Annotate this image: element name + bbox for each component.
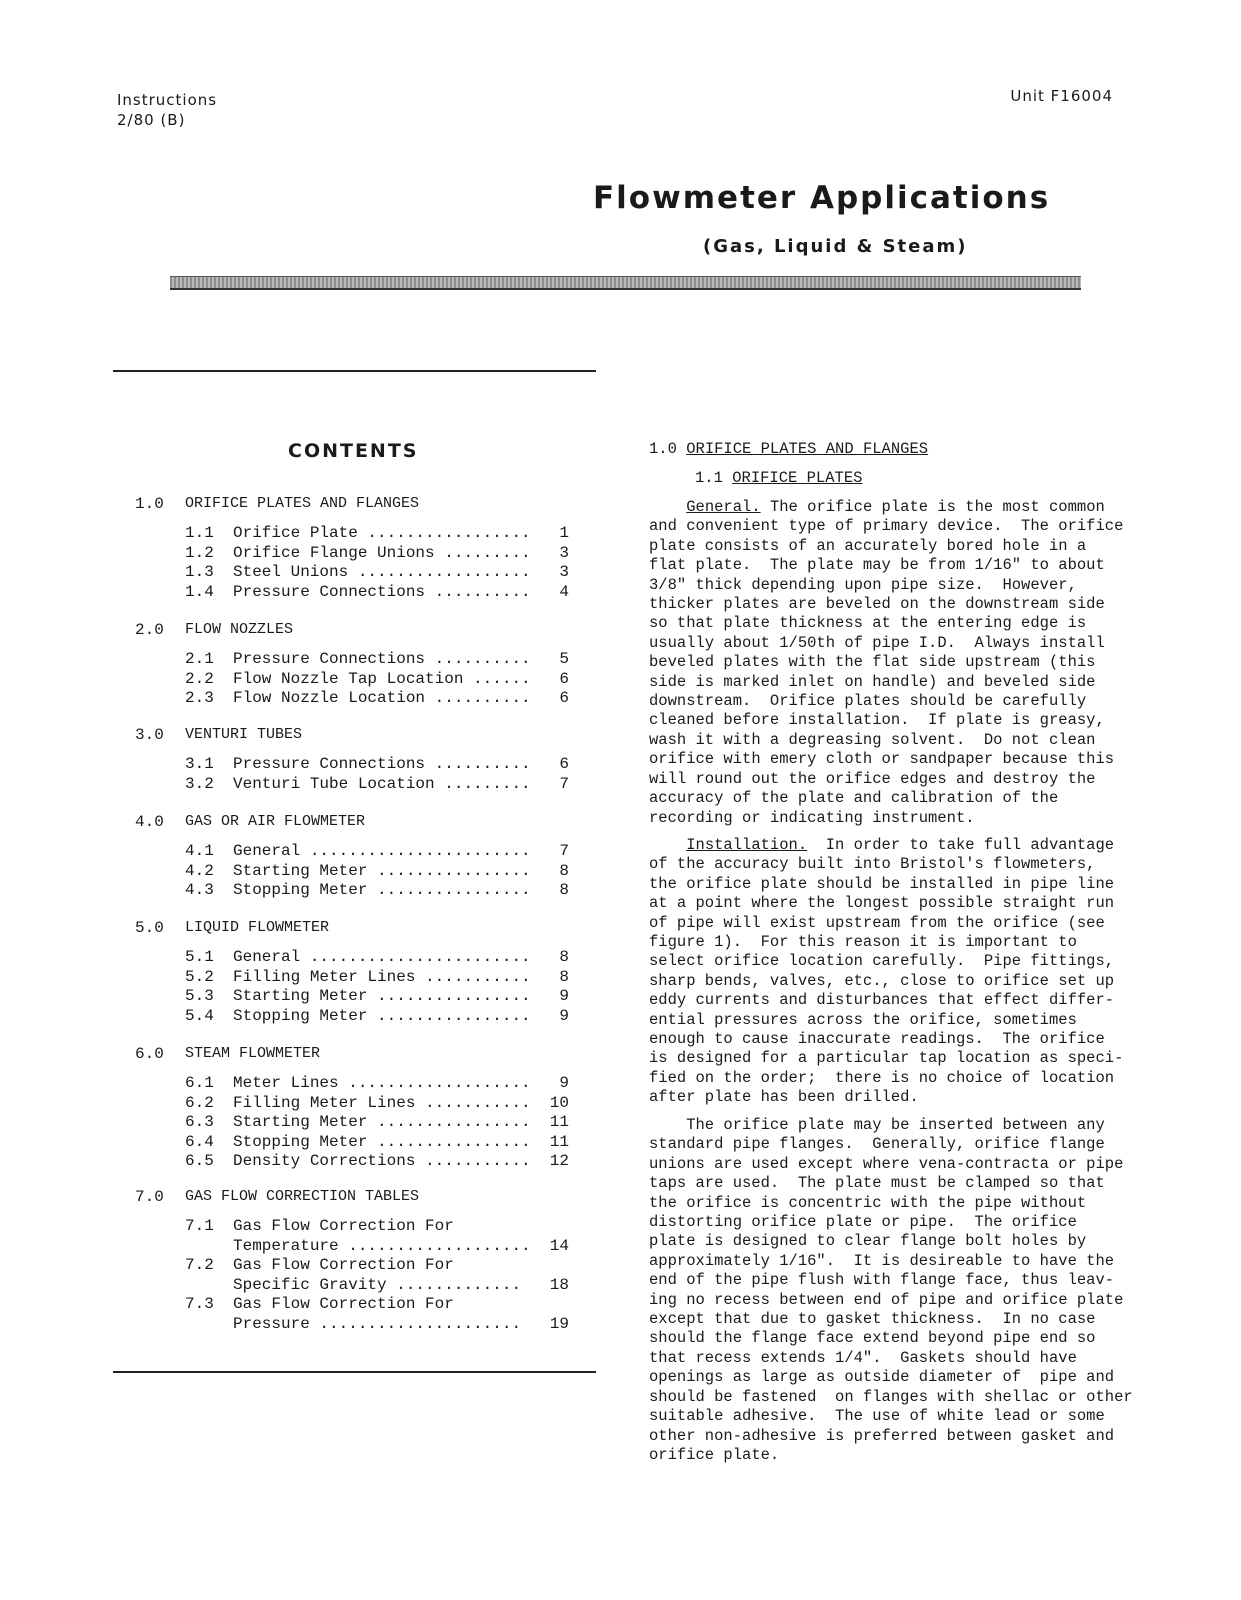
toc-entry-number: 3.1 [185, 755, 214, 773]
contents-heading: CONTENTS [288, 440, 419, 462]
toc-section-number: 6.0 [135, 1045, 164, 1063]
toc-entry-page: 18 [549, 1275, 569, 1294]
toc-entry-number: 5.3 [185, 987, 214, 1005]
toc-section-title: GAS OR AIR FLOWMETER [185, 813, 366, 830]
toc-section-number: 1.0 [135, 495, 164, 513]
toc-entry-label: Orifice Plate ................. [233, 524, 531, 542]
toc-entry-label: Starting Meter ................ [233, 987, 531, 1005]
toc-entry-label: Pressure Connections .......... [233, 582, 531, 601]
toc-entry-label: Pressure Connections .......... [233, 755, 531, 773]
toc-section-title: VENTURI TUBES [185, 726, 303, 743]
toc-section-number: 5.0 [135, 919, 164, 937]
toc-entry-number: 2.3 [185, 689, 214, 707]
toc-section-title: ORIFICE PLATES AND FLANGES [185, 495, 420, 512]
toc-entry-page: 6 [559, 755, 569, 773]
toc-entry-number: 6.1 [185, 1074, 214, 1092]
document-title: Flowmeter Applications [593, 180, 1051, 216]
toc-entry-number: 5.4 [185, 1006, 214, 1025]
section-heading [649, 440, 928, 459]
toc-entry-page: 6 [559, 689, 569, 707]
toc-section-number: 4.0 [135, 813, 164, 831]
toc-entry-page: 12 [549, 1152, 569, 1170]
toc-entry-page: 4 [559, 582, 569, 601]
toc-entry-page: 11 [549, 1132, 569, 1151]
toc-entry-label: Flow Nozzle Location .......... [233, 689, 531, 707]
toc-entry-number: 7.3 [185, 1295, 214, 1313]
toc-entry-page: 9 [559, 987, 569, 1005]
toc-entry-number: 4.2 [185, 861, 214, 880]
paragraph-general [649, 498, 1149, 828]
document-subtitle: (Gas, Liquid & Steam) [703, 236, 968, 257]
section-title: ORIFICE PLATES AND FLANGES [686, 440, 929, 458]
toc-entry-number: 6.5 [185, 1152, 214, 1170]
toc-entry-page: 9 [559, 1074, 569, 1092]
unit-number: Unit F16004 [1010, 87, 1113, 105]
toc-entry-number: 2.2 [185, 669, 214, 688]
toc-entry-number: 2.1 [185, 650, 214, 668]
toc-entry-label: Venturi Tube Location ......... [233, 774, 531, 793]
contents-bottom-rule [113, 1371, 596, 1373]
toc-entry-label: Stopping Meter ................ [233, 881, 531, 899]
toc-entry-label: Stopping Meter ................ [233, 1132, 531, 1151]
toc-entry-number: 5.1 [185, 948, 214, 966]
toc-entry-label: Orifice Flange Unions ......... [233, 543, 531, 562]
toc-section-number: 2.0 [135, 621, 164, 639]
toc-entry-label: Pressure Connections .......... [233, 650, 531, 668]
document-type: Instructions [117, 91, 218, 109]
section-number: 1.0 [649, 440, 677, 458]
paragraph-installation [649, 836, 1149, 1108]
toc-section-title: STEAM FLOWMETER [185, 1045, 321, 1062]
toc-entry-page: 1 [559, 524, 569, 542]
toc-entry-number: 1.4 [185, 582, 214, 601]
subsection-title: ORIFICE PLATES [732, 469, 863, 487]
toc-entry-label: Meter Lines ................... [233, 1074, 531, 1092]
paragraph-installation-text: In order to take full advantage of the accuracy built into Bristol's flowmeters, the orifice plate should be installed in pipe line at a point where the longest possible straight run of pipe will exist upstream from the orifice (see figure 1). For this reason it is important to select orifice location carefully. Pipe fittings, sharp bends, valves, etc., close to orifice set up eddy currents and disturbances that effect differ- ential pressures across the orifice, sometimes enough to cause inaccurate readings. The orifice is designed for a particular tap location as speci- fied on the order; there is no choice of location after plate has been drilled. [649, 836, 1124, 1107]
toc-entry-number: 7.2 [185, 1256, 214, 1274]
toc-section-title: FLOW NOZZLES [185, 621, 294, 638]
toc-entry-number: 6.2 [185, 1093, 214, 1112]
toc-entry-page: 8 [559, 967, 569, 986]
toc-section-number: 7.0 [135, 1188, 164, 1206]
toc-entry-page: 3 [559, 543, 569, 562]
toc-section-title: GAS FLOW CORRECTION TABLES [185, 1188, 420, 1205]
toc-entry-number: 6.4 [185, 1132, 214, 1151]
toc-entry-label: Density Corrections ........... [233, 1152, 531, 1170]
toc-entry-number: 5.2 [185, 967, 214, 986]
toc-entry-page: 11 [549, 1113, 569, 1131]
toc-entry-label: Starting Meter ................ [233, 1113, 531, 1131]
toc-entry-label-continued: Temperature ................... [233, 1236, 531, 1255]
date-code: 2/80 (B) [117, 111, 186, 129]
toc-entry-page: 14 [549, 1236, 569, 1255]
toc-entry-page: 7 [559, 842, 569, 860]
toc-entry-number: 1.1 [185, 524, 214, 542]
toc-entry-number: 4.1 [185, 842, 214, 860]
toc-section-number: 3.0 [135, 726, 164, 744]
toc-entry-number: 1.2 [185, 543, 214, 562]
subsection-number: 1.1 [695, 469, 723, 487]
toc-entry-label: Filling Meter Lines ........... [233, 967, 531, 986]
subsection-heading [695, 469, 862, 488]
toc-entry-page: 6 [559, 669, 569, 688]
toc-entry-number: 1.3 [185, 563, 214, 581]
toc-entry-label-continued: Specific Gravity ............. [233, 1275, 522, 1294]
toc-entry-label: Gas Flow Correction For [233, 1295, 454, 1313]
toc-entry-label: Steel Unions .................. [233, 563, 531, 581]
toc-entry-page: 8 [559, 861, 569, 880]
toc-entry-number: 3.2 [185, 774, 214, 793]
toc-entry-number: 4.3 [185, 881, 214, 899]
toc-entry-label: Gas Flow Correction For [233, 1217, 454, 1235]
toc-section-title: LIQUID FLOWMETER [185, 919, 330, 936]
toc-entry-page: 5 [559, 650, 569, 668]
toc-entry-page: 9 [559, 1006, 569, 1025]
toc-entry-page: 3 [559, 563, 569, 581]
toc-entry-label: General ....................... [233, 842, 531, 860]
toc-entry-label: General ....................... [233, 948, 531, 966]
toc-entry-page: 8 [559, 948, 569, 966]
toc-entry-label: Flow Nozzle Tap Location ...... [233, 669, 531, 688]
toc-entry-label: Filling Meter Lines ........... [233, 1093, 531, 1112]
toc-entry-number: 7.1 [185, 1217, 214, 1235]
toc-entry-label: Stopping Meter ................ [233, 1006, 531, 1025]
toc-entry-label: Starting Meter ................ [233, 861, 531, 880]
paragraph-flange-mounting: The orifice plate may be inserted between any standard pipe flanges. Generally, orifice flange unions are used except where vena-contracta or pipe taps are used. The plate must be clamped so that the orifice is concentric with the pipe without distorting orifice plate or pipe. The orifice plate is designed to clear flange bolt holes by approximately 1/16". It is desireable to have the end of the pipe flush with flange face, thus leav- ing no recess between end of pipe and orifice plate except that due to gasket thickness. In no case should the flange face extend beyond pipe end so that recess extends 1/4". Gaskets should have openings as large as outside diameter of pipe and should be fastened on flanges with shellac or other suitable adhesive. The use of white lead or some other non-adhesive is preferred between gasket and orifice plate. [649, 1116, 1133, 1464]
toc-entry-page: 8 [559, 881, 569, 899]
toc-entry-page: 19 [549, 1314, 569, 1333]
toc-entry-page: 7 [559, 774, 569, 793]
toc-entry-label: Gas Flow Correction For [233, 1256, 454, 1274]
toc-entry-page: 10 [549, 1093, 569, 1112]
table-of-contents [0, 0, 620, 1400]
toc-entry-label-continued: Pressure ..................... [233, 1314, 522, 1333]
paragraph-installation-lead: Installation. [686, 836, 808, 854]
paragraph-general-text: The orifice plate is the most common and convenient type of primary device. The orifice plate consists of an accurately bored hole in a flat plate. The plate may be from 1/16" to about 3/8" thick depending upon pipe size. However, thicker plates are beveled on the downstream side so that plate thickness at the entering edge is usually about 1/50th of pipe I.D. Always install beveled plates with the flat side upstream (this side is marked inlet on handle) and beveled side downstream. Orifice plates should be carefully cleaned before installation. If plate is greasy, wash it with a degreasing solvent. Do not clean orifice with emery cloth or sandpaper because this will round out the orifice edges and destroy the accuracy of the plate and calibration of the recording or indicating instrument. [649, 498, 1124, 827]
paragraph-general-lead: General. [686, 498, 761, 516]
toc-entry-number: 6.3 [185, 1113, 214, 1131]
